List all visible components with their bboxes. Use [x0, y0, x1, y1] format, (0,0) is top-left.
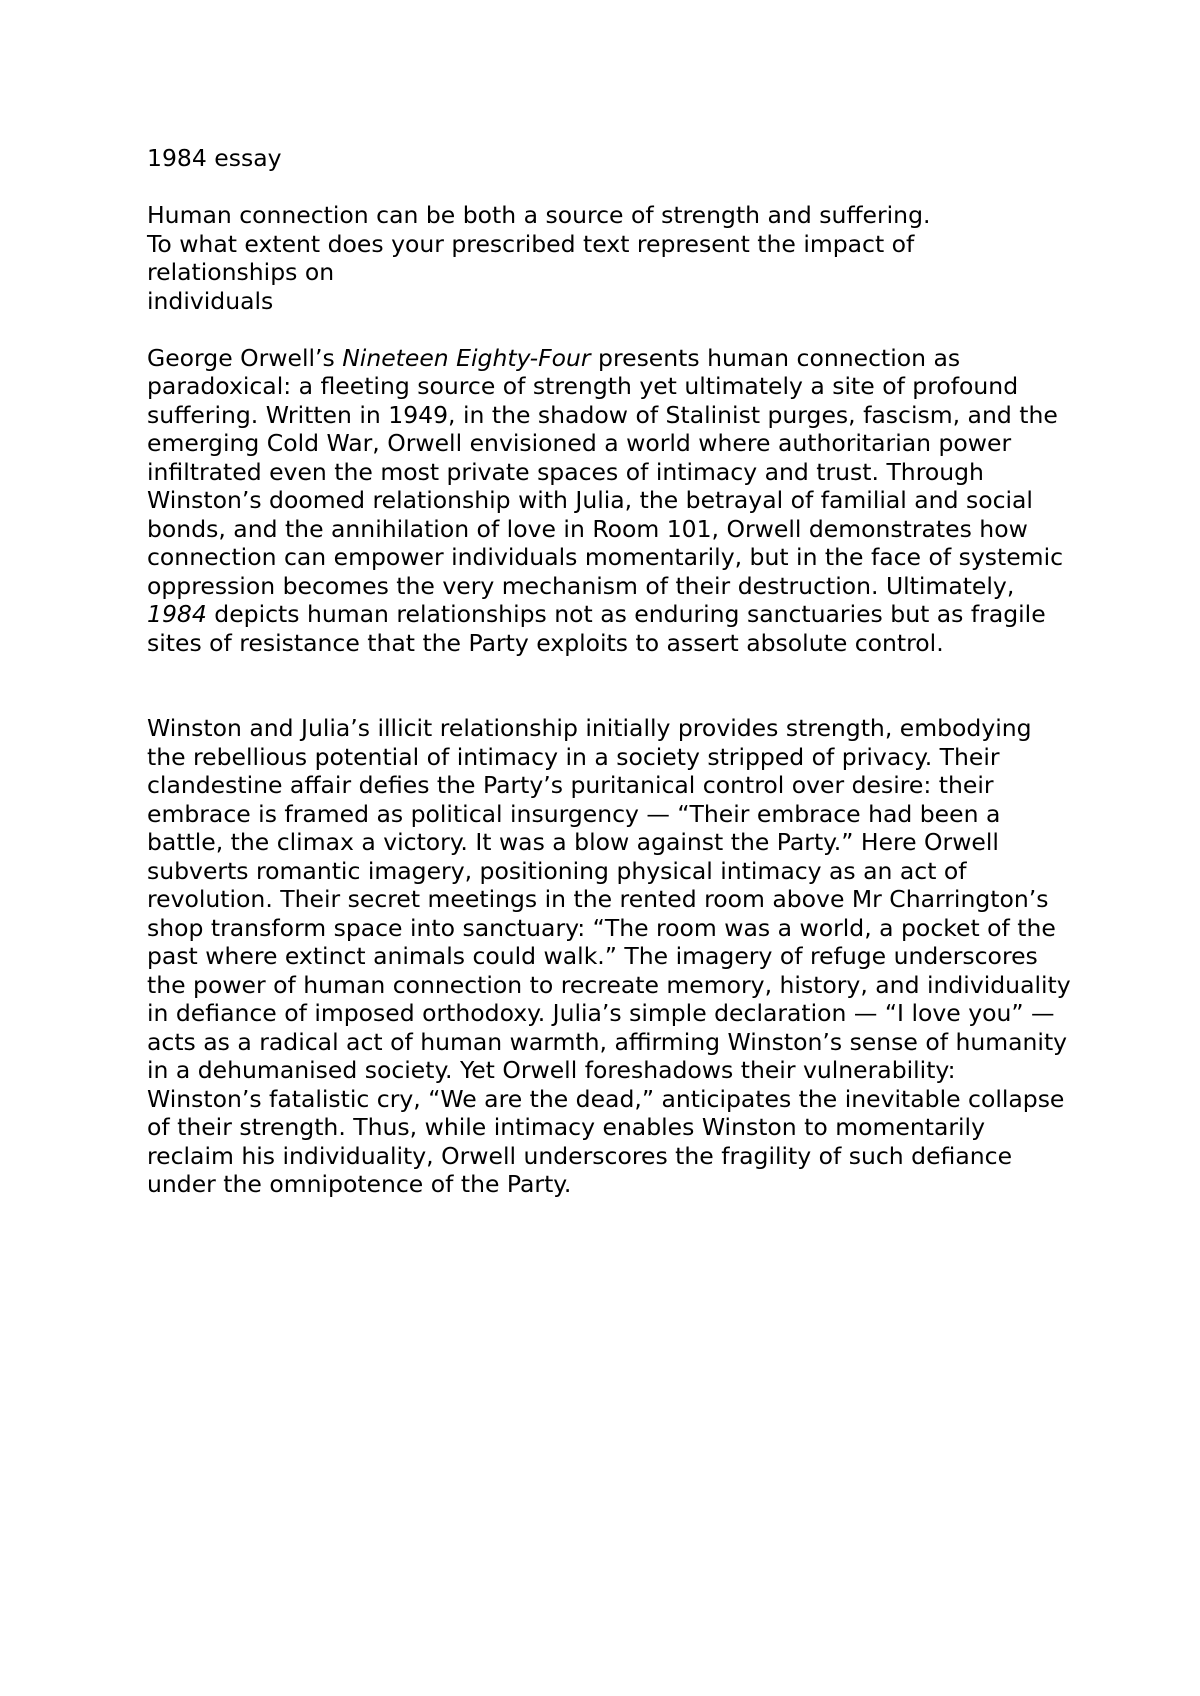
intro-book-title: Nineteen Eighty-Four: [342, 343, 591, 372]
document-content: [147, 144, 1077, 1199]
essay-prompt: [147, 201, 1077, 315]
intro-text: presents human connection as paradoxical: a fleeting source of strength yet ultimately a site of profound suffering. Written in 1949, in the shadow of Stalinist purges, fascism, and the emerging Cold War, Orwell envisioned a world where authoritarian power infiltrated even the most private spaces of intimacy and trust. Through Winston’s doomed relationship with Julia, the betrayal of familial and social bonds, and the annihilation of love in Room 101, Orwell demonstrates how connection can empower individuals momentarily, but in the face of systemic oppression becomes the very mechanism of their destruction. Ultimately,: [147, 343, 1064, 600]
body-paragraph: Winston and Julia’s illicit relationship initially provides strength, embodying the rebellious potential of intimacy in a society stripped of privacy. Their clandestine affair defies the Party’s puritanical control over desire: their embrace is framed as political insurgency — “Their embrace had been a battle, the climax a victory. It was a blow against the Party.” Here Orwell subverts romantic imagery, positioning physical intimacy as an act of revolution. Their secret meetings in the rented room above Mr Charrington’s shop transform space into sanctuary: “The room was a world, a pocket of the past where extinct animals could walk.” The imagery of refuge underscores the power of human connection to recreate memory, history, and individuality in defiance of imposed orthodoxy. Julia’s simple declaration — “I love you” — acts as a radical act of human warmth, affirming Winston’s sense of humanity in a dehumanised society. Yet Orwell foreshadows their vulnerability: Winston’s fatalistic cry, “We are the dead,” anticipates the inevitable collapse of their strength. Thus, while intimacy enables Winston to momentarily reclaim his individuality, Orwell underscores the fragility of such defiance under the omnipotence of the Party.: [147, 714, 1071, 1198]
intro-book-short-title: 1984: [147, 600, 207, 628]
prompt-line: To what extent does your prescribed text represent the impact of: [147, 229, 915, 258]
intro-paragraph: [147, 344, 1077, 658]
prompt-line: relationships on: [147, 258, 335, 286]
document-title: 1984 essay: [147, 144, 282, 172]
prompt-line: Human connection can be both a source of strength and suffering.: [147, 201, 931, 229]
prompt-line: individuals: [147, 286, 274, 315]
intro-text: George Orwell’s: [147, 343, 343, 372]
intro-text: depicts human relationships not as enduring sanctuaries but as fragile sites of resistance that the Party exploits to assert absolute control.: [147, 600, 1046, 657]
